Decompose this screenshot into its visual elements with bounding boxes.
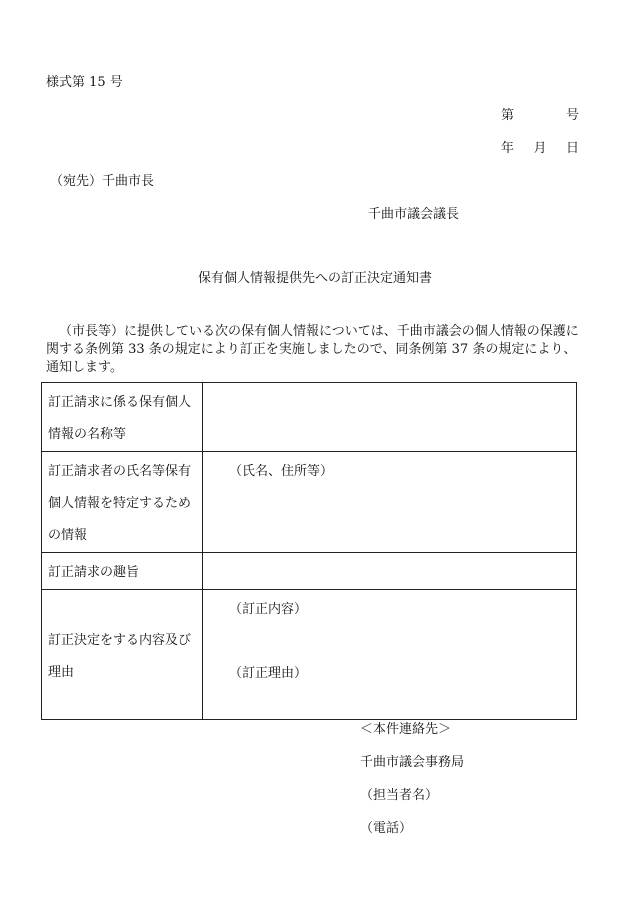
document-number [501,104,579,123]
row-label: 訂正請求の趣旨 [42,553,203,590]
doc-number-suffix: 号 [565,108,579,123]
row-value [203,452,577,553]
contact-phone: （電話） [360,821,413,836]
document-title: 保有個人情報提供先への訂正決定通知書 [197,271,432,286]
row-label: 訂正決定をする内容及び理由 [42,590,203,720]
contact-block [360,713,464,845]
contact-office: 千曲市議会事務局 [360,755,465,770]
date-month: 月 [533,141,547,156]
date-day: 日 [565,141,579,156]
contact-person: （担当者名） [360,788,439,803]
value-note: （訂正内容） [229,602,308,617]
sender: 千曲市議会議長 [368,207,460,222]
table-row [42,452,577,553]
row-value [203,383,577,452]
issue-date [501,137,579,156]
table-row [42,553,577,590]
row-value [203,553,577,590]
table-row [42,383,577,452]
date-year: 年 [501,141,515,156]
value-note: （訂正理由） [229,666,308,681]
notice-table [41,382,577,720]
table-row [42,590,577,720]
value-note: （氏名、住所等） [229,464,334,479]
doc-number-prefix: 第 [501,108,515,123]
row-label: 訂正請求に係る保有個人情報の名称等 [42,383,203,452]
addressee: （宛先）千曲市長 [50,174,155,189]
row-value [203,590,577,720]
body-paragraph: （市長等）に提供している次の保有個人情報については、千曲市議会の個人情報の保護に関する条例第 33 条の規定により訂正を実施しましたので、同条例第 37 条の規定により、通知します。 [46,324,579,375]
row-label: 訂正請求者の氏名等保有個人情報を特定するための情報 [42,452,203,553]
form-number: 様式第 15 号 [46,75,123,90]
contact-heading: ＜本件連絡先＞ [360,722,452,737]
